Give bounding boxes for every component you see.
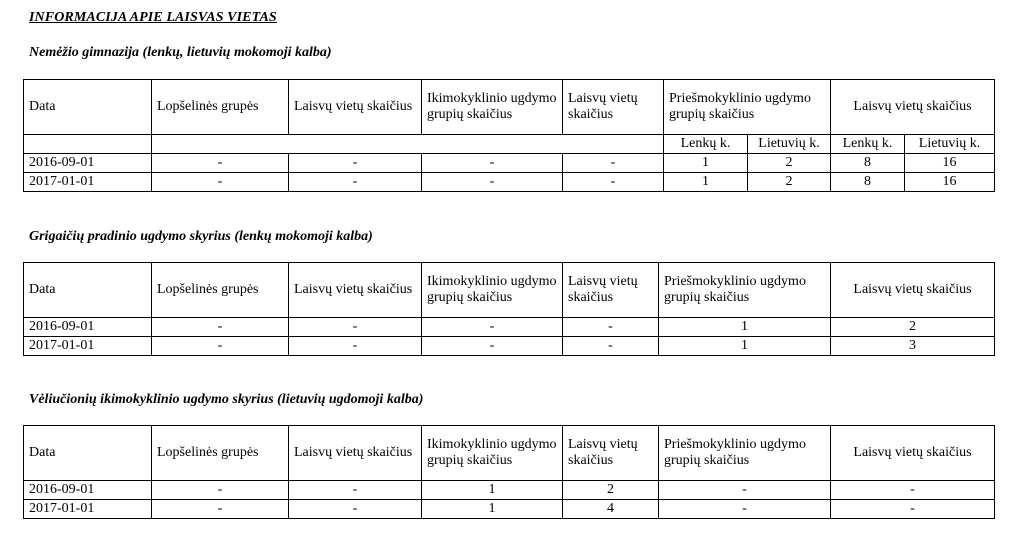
cell-value: - bbox=[659, 500, 831, 519]
table-row bbox=[24, 500, 995, 519]
cell-value: - bbox=[422, 173, 563, 192]
cell-value: 3 bbox=[831, 337, 995, 356]
table-veliucioniu bbox=[23, 425, 995, 519]
header-data: Data bbox=[24, 80, 152, 135]
header-ikimokyklinio: Ikimokyklinio ugdymo grupių skaičius bbox=[422, 263, 563, 318]
section-heading-veliucioniu: Vėliučionių ikimokyklinio ugdymo skyrius (lietuvių ugdomoji kalba) bbox=[29, 392, 424, 407]
cell-value: 4 bbox=[563, 500, 659, 519]
cell-value: - bbox=[152, 173, 289, 192]
table-grigaiciu bbox=[23, 262, 995, 356]
cell-value: - bbox=[563, 154, 664, 173]
blank-cell bbox=[152, 135, 664, 154]
table-nemezio bbox=[23, 79, 995, 192]
cell-value: - bbox=[289, 500, 422, 519]
table-row bbox=[24, 337, 995, 356]
cell-value: 8 bbox=[831, 173, 905, 192]
table-row bbox=[24, 173, 995, 192]
cell-value: 1 bbox=[422, 481, 563, 500]
header-priesmokyklinio: Priešmokyklinio ugdymo grupių skaičius bbox=[659, 263, 831, 318]
header-laisvu-3: Laisvų vietų skaičius bbox=[831, 263, 995, 318]
cell-value: - bbox=[289, 318, 422, 337]
cell-value: 1 bbox=[659, 318, 831, 337]
cell-value: 2 bbox=[831, 318, 995, 337]
table-header-row bbox=[24, 426, 995, 481]
header-laisvu-1: Laisvų vietų skaičius bbox=[289, 263, 422, 318]
cell-value: - bbox=[659, 481, 831, 500]
row-date: 2017-01-01 bbox=[24, 500, 152, 519]
cell-value: 8 bbox=[831, 154, 905, 173]
cell-value: - bbox=[289, 173, 422, 192]
cell-value: 2 bbox=[563, 481, 659, 500]
header-data: Data bbox=[24, 263, 152, 318]
cell-value: - bbox=[289, 337, 422, 356]
cell-value: 2 bbox=[748, 173, 831, 192]
table-header-row bbox=[24, 263, 995, 318]
cell-value: 1 bbox=[422, 500, 563, 519]
cell-value: - bbox=[289, 481, 422, 500]
header-lopselines: Lopšelinės grupės bbox=[152, 426, 289, 481]
cell-value: - bbox=[152, 154, 289, 173]
table-subheader-row bbox=[24, 135, 995, 154]
row-date: 2017-01-01 bbox=[24, 337, 152, 356]
header-laisvu-3: Laisvų vietų skaičius bbox=[831, 80, 995, 135]
subheader-lenku: Lenkų k. bbox=[831, 135, 905, 154]
document-title: INFORMACIJA APIE LAISVAS VIETAS bbox=[29, 10, 277, 25]
header-laisvu-2: Laisvų vietų skaičius bbox=[563, 426, 659, 481]
header-lopselines: Lopšelinės grupės bbox=[152, 263, 289, 318]
subheader-lietuviu: Lietuvių k. bbox=[748, 135, 831, 154]
cell-value: - bbox=[563, 173, 664, 192]
header-lopselines: Lopšelinės grupės bbox=[152, 80, 289, 135]
cell-value: 2 bbox=[748, 154, 831, 173]
cell-value: - bbox=[831, 481, 995, 500]
section-heading-nemezio: Nemėžio gimnazija (lenkų, lietuvių mokomoji kalba) bbox=[29, 45, 332, 60]
cell-value: - bbox=[563, 318, 659, 337]
cell-value: 16 bbox=[905, 154, 995, 173]
cell-value: - bbox=[152, 318, 289, 337]
header-priesmokyklinio: Priešmokyklinio ugdymo grupių skaičius bbox=[659, 426, 831, 481]
header-laisvu-2: Laisvų vietų skaičius bbox=[563, 80, 664, 135]
section-heading-grigaiciu: Grigaičių pradinio ugdymo skyrius (lenkų mokomoji kalba) bbox=[29, 229, 373, 244]
row-date: 2017-01-01 bbox=[24, 173, 152, 192]
header-data: Data bbox=[24, 426, 152, 481]
cell-value: - bbox=[563, 337, 659, 356]
subheader-lietuviu: Lietuvių k. bbox=[905, 135, 995, 154]
header-laisvu-2: Laisvų vietų skaičius bbox=[563, 263, 659, 318]
row-date: 2016-09-01 bbox=[24, 154, 152, 173]
subheader-lenku: Lenkų k. bbox=[664, 135, 748, 154]
row-date: 2016-09-01 bbox=[24, 318, 152, 337]
row-date: 2016-09-01 bbox=[24, 481, 152, 500]
cell-value: 16 bbox=[905, 173, 995, 192]
table-header-row bbox=[24, 80, 995, 135]
cell-value: - bbox=[152, 481, 289, 500]
header-ikimokyklinio: Ikimokyklinio ugdymo grupių skaičius bbox=[422, 426, 563, 481]
blank-cell bbox=[24, 135, 152, 154]
cell-value: - bbox=[831, 500, 995, 519]
cell-value: - bbox=[422, 154, 563, 173]
cell-value: - bbox=[422, 337, 563, 356]
header-laisvu-3: Laisvų vietų skaičius bbox=[831, 426, 995, 481]
table-row bbox=[24, 481, 995, 500]
cell-value: - bbox=[422, 318, 563, 337]
cell-value: 1 bbox=[664, 154, 748, 173]
cell-value: - bbox=[289, 154, 422, 173]
header-laisvu-1: Laisvų vietų skaičius bbox=[289, 426, 422, 481]
cell-value: 1 bbox=[659, 337, 831, 356]
header-laisvu-1: Laisvų vietų skaičius bbox=[289, 80, 422, 135]
table-row bbox=[24, 318, 995, 337]
header-priesmokyklinio: Priešmokyklinio ugdymo grupių skaičius bbox=[664, 80, 831, 135]
cell-value: 1 bbox=[664, 173, 748, 192]
cell-value: - bbox=[152, 337, 289, 356]
cell-value: - bbox=[152, 500, 289, 519]
header-ikimokyklinio: Ikimokyklinio ugdymo grupių skaičius bbox=[422, 80, 563, 135]
table-row bbox=[24, 154, 995, 173]
